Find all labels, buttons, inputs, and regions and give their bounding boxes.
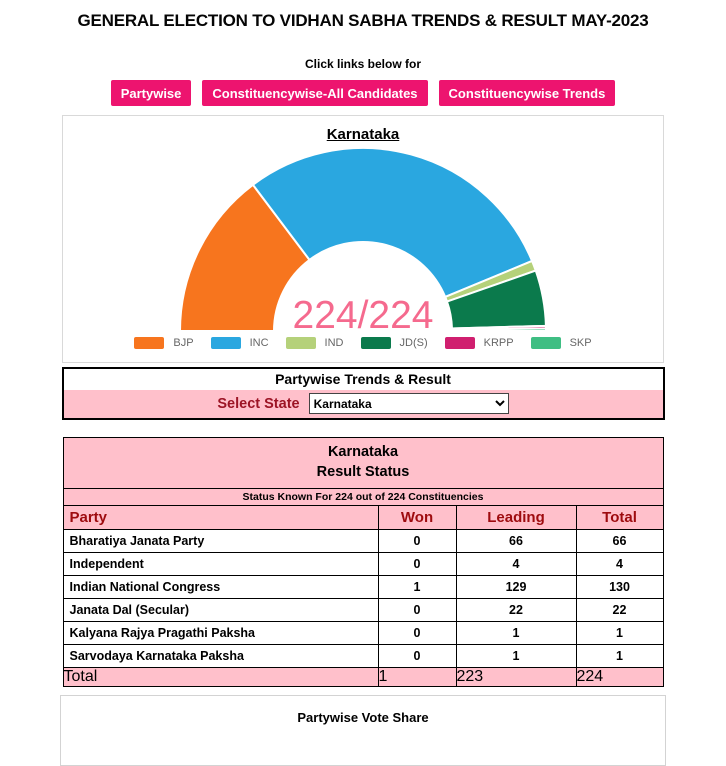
leading-cell: 22: [456, 598, 576, 621]
total-label-cell: Total: [63, 667, 378, 686]
constituencywise-trends-button[interactable]: Constituencywise Trends: [439, 80, 616, 106]
table-row: [63, 575, 663, 598]
nav-button-row: [0, 80, 726, 106]
legend-swatch-ind: [286, 337, 316, 349]
trends-panel-title: Partywise Trends & Result: [64, 369, 663, 390]
legend-item-skp[interactable]: [531, 337, 592, 349]
party-name-cell: Independent: [63, 552, 378, 575]
won-cell: 0: [378, 644, 456, 667]
party-name-cell: Bharatiya Janata Party: [63, 529, 378, 552]
declared-seats-label: 224/224: [292, 294, 434, 337]
party-name-cell: Kalyana Rajya Pragathi Paksha: [63, 621, 378, 644]
column-header-total: Total: [576, 505, 663, 529]
total-leading-cell: 223: [456, 667, 576, 686]
legend-label-bjp: BJP: [173, 337, 194, 349]
result-status-table: [63, 437, 664, 687]
partywise-trends-panel: [62, 367, 665, 420]
legend-swatch-skp: [531, 337, 561, 349]
table-title-result-status: Result Status: [316, 464, 410, 481]
status-known-text: Status Known For 224 out of 224 Constituencies: [63, 488, 663, 505]
total-cell: 1: [576, 644, 663, 667]
click-links-text: Click links below for: [304, 57, 422, 71]
table-title-row: [63, 438, 663, 489]
table-row: [63, 552, 663, 575]
legend-label-jds: JD(S): [399, 337, 428, 349]
status-known-row: [63, 488, 663, 505]
legend-label-ind: IND: [324, 337, 344, 349]
page-title: GENERAL ELECTION TO VIDHAN SABHA TRENDS & RESULT MAY-2023: [77, 11, 649, 30]
chart-state-title: Karnataka: [326, 126, 400, 143]
party-name-cell: Indian National Congress: [63, 575, 378, 598]
won-cell: 0: [378, 552, 456, 575]
total-cell: 130: [576, 575, 663, 598]
partywise-button[interactable]: Partywise: [111, 80, 192, 106]
table-row: [63, 529, 663, 552]
won-cell: 0: [378, 621, 456, 644]
legend-swatch-krpp: [445, 337, 475, 349]
total-total-cell: 224: [576, 667, 663, 686]
half-donut-chart: [177, 146, 549, 337]
table-row: [63, 621, 663, 644]
table-title: [63, 438, 663, 489]
legend-item-ind[interactable]: [286, 337, 344, 349]
legend-swatch-bjp: [134, 337, 164, 349]
legend-item-krpp[interactable]: [445, 337, 514, 349]
table-header-row: [63, 505, 663, 529]
state-select-dropdown[interactable]: [309, 393, 509, 414]
legend-swatch-jds: [361, 337, 391, 349]
seat-chart-panel: [62, 115, 664, 363]
won-cell: 0: [378, 529, 456, 552]
table-title-state: Karnataka: [327, 444, 399, 460]
total-cell: 66: [576, 529, 663, 552]
column-header-won: Won: [378, 505, 456, 529]
column-header-party: Party: [63, 505, 378, 529]
party-name-cell: Janata Dal (Secular): [63, 598, 378, 621]
total-cell: 4: [576, 552, 663, 575]
legend-label-krpp: KRPP: [483, 337, 514, 349]
vote-share-title: Partywise Vote Share: [297, 709, 429, 725]
total-cell: 22: [576, 598, 663, 621]
table-row: [63, 598, 663, 621]
select-state-label: Select State: [217, 395, 300, 412]
leading-cell: 129: [456, 575, 576, 598]
legend-item-inc[interactable]: [211, 337, 269, 349]
leading-cell: 1: [456, 621, 576, 644]
total-won-cell: 1: [378, 667, 456, 686]
legend-swatch-inc: [211, 337, 241, 349]
constituencywise-all-candidates-button[interactable]: Constituencywise-All Candidates: [202, 80, 427, 106]
leading-cell: 1: [456, 644, 576, 667]
party-name-cell: Sarvodaya Karnataka Paksha: [63, 644, 378, 667]
won-cell: 0: [378, 598, 456, 621]
won-cell: 1: [378, 575, 456, 598]
legend-label-skp: SKP: [569, 337, 592, 349]
column-header-leading: Leading: [456, 505, 576, 529]
legend-item-bjp[interactable]: [134, 337, 193, 349]
legend-label-inc: INC: [249, 337, 269, 349]
leading-cell: 66: [456, 529, 576, 552]
total-row: [63, 667, 663, 686]
chart-legend: [63, 337, 663, 349]
total-cell: 1: [576, 621, 663, 644]
table-row: [63, 644, 663, 667]
legend-item-jds[interactable]: [361, 337, 428, 349]
select-state-row: [64, 390, 663, 418]
leading-cell: 4: [456, 552, 576, 575]
vote-share-panel: [60, 695, 666, 766]
